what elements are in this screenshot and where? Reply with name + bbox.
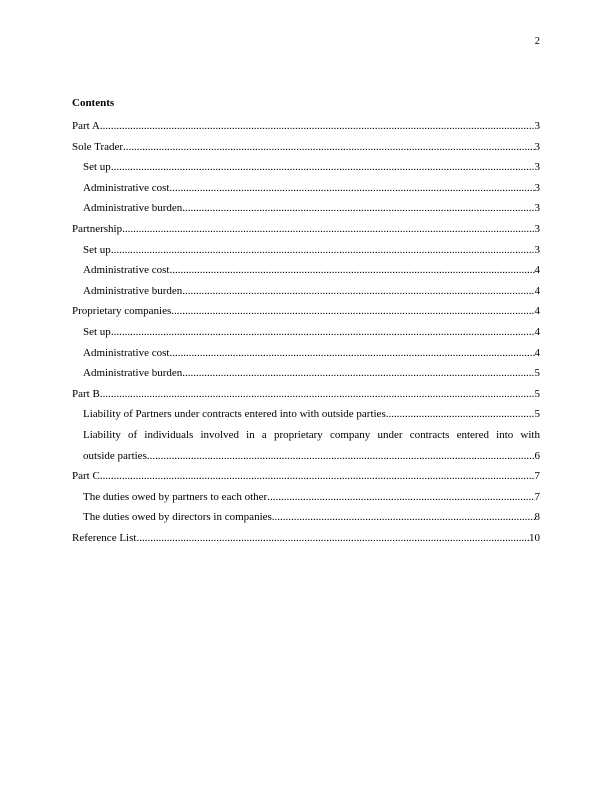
dot-leader — [267, 487, 534, 508]
dot-leader — [169, 178, 534, 199]
toc-entry-label: Administrative cost — [83, 264, 170, 277]
table-of-contents — [72, 96, 540, 548]
toc-entry-liability-of-individuals[interactable] — [72, 425, 540, 466]
toc-entry-label: Proprietary companies — [72, 305, 172, 318]
toc-entry-label: Set up — [83, 243, 111, 256]
toc-entry-page: 10 — [529, 531, 540, 544]
toc-entry-partnership-admin-burden[interactable] — [72, 281, 540, 302]
toc-entry-liability-of-partners[interactable] — [72, 404, 540, 425]
toc-entry-proprietary-companies[interactable] — [72, 301, 540, 322]
toc-entry-label: Part C — [72, 470, 100, 483]
toc-entry-proprietary-set-up[interactable] — [72, 322, 540, 343]
toc-entry-label-line2: outside parties — [83, 449, 147, 462]
toc-entry-label: Liability of Partners under contracts entered into with outside parties — [83, 408, 386, 421]
dot-leader — [169, 260, 534, 281]
toc-entry-label: Administrative cost — [83, 181, 170, 194]
toc-entry-page: 7 — [534, 490, 540, 503]
toc-entry-part-b[interactable] — [72, 384, 540, 405]
toc-entry-label: Sole Trader — [72, 140, 124, 153]
dot-leader — [100, 466, 535, 487]
toc-entry-label: The duties owed by directors in companies — [83, 511, 272, 524]
toc-entry-sole-trader[interactable] — [72, 137, 540, 158]
dot-leader — [147, 446, 535, 467]
dot-leader — [100, 384, 535, 405]
toc-entry-label: Administrative cost — [83, 346, 170, 359]
toc-entry-sole-trader-admin-cost[interactable] — [72, 178, 540, 199]
dot-leader — [111, 240, 535, 261]
dot-leader — [272, 507, 535, 528]
toc-entry-label: Set up — [83, 161, 111, 174]
toc-entry-label: Part B — [72, 387, 100, 400]
dot-leader — [171, 301, 534, 322]
toc-entry-page: 4 — [534, 346, 540, 359]
toc-entry-page: 3 — [534, 161, 540, 174]
dot-leader — [182, 281, 534, 302]
toc-entry-partnership-set-up[interactable] — [72, 240, 540, 261]
toc-entry-page: 5 — [534, 387, 540, 400]
toc-entry-page: 3 — [534, 181, 540, 194]
toc-entry-partnership-admin-cost[interactable] — [72, 260, 540, 281]
toc-entry-label: Part A — [72, 120, 100, 132]
dot-leader — [122, 219, 534, 240]
toc-entry-partnership[interactable] — [72, 219, 540, 240]
dot-leader — [123, 137, 534, 158]
toc-title: Contents — [72, 97, 115, 109]
dot-leader — [169, 343, 534, 364]
toc-entry-page: 3 — [534, 120, 540, 132]
toc-entry-duties-directors[interactable] — [72, 507, 540, 528]
toc-entry-page: 6 — [534, 449, 540, 462]
toc-entry-duties-partners[interactable] — [72, 487, 540, 508]
toc-entry-page: 3 — [534, 140, 540, 153]
dot-leader — [100, 116, 535, 137]
toc-entry-page: 4 — [534, 284, 540, 297]
dot-leader — [111, 322, 535, 343]
dot-leader — [386, 404, 535, 425]
dot-leader — [182, 198, 534, 219]
toc-entry-page: 3 — [534, 243, 540, 256]
toc-entry-page: 3 — [534, 202, 540, 215]
page-number: 2 — [534, 36, 540, 47]
toc-entry-part-a[interactable] — [72, 116, 540, 137]
toc-entry-page: 5 — [534, 408, 540, 421]
toc-entry-label: Administrative burden — [83, 367, 183, 380]
toc-entry-page: 4 — [534, 325, 540, 338]
toc-entry-proprietary-admin-cost[interactable] — [72, 343, 540, 364]
toc-entry-reference-list[interactable] — [72, 528, 540, 549]
dot-leader — [182, 363, 534, 384]
toc-entry-page: 4 — [534, 305, 540, 318]
dot-leader — [111, 157, 535, 178]
toc-entry-label-line1: Liability of individuals involved in a proprietary company under contracts entered into with — [83, 428, 540, 441]
toc-entry-page: 8 — [534, 511, 540, 524]
toc-entry-label: Administrative burden — [83, 202, 183, 215]
toc-entry-sole-trader-admin-burden[interactable] — [72, 198, 540, 219]
toc-entry-page: 5 — [534, 367, 540, 380]
toc-entry-label: The duties owed by partners to each other — [83, 490, 268, 503]
toc-entry-part-c[interactable] — [72, 466, 540, 487]
toc-entry-label: Administrative burden — [83, 284, 183, 297]
toc-entry-page: 4 — [534, 264, 540, 277]
toc-entry-label: Partnership — [72, 222, 123, 235]
toc-entry-label: Reference List — [72, 531, 137, 544]
toc-entry-page: 3 — [534, 222, 540, 235]
toc-entry-page: 7 — [534, 470, 540, 483]
toc-entry-label: Set up — [83, 325, 111, 338]
dot-leader — [136, 528, 529, 549]
toc-entry-proprietary-admin-burden[interactable] — [72, 363, 540, 384]
toc-entry-sole-trader-set-up[interactable] — [72, 157, 540, 178]
